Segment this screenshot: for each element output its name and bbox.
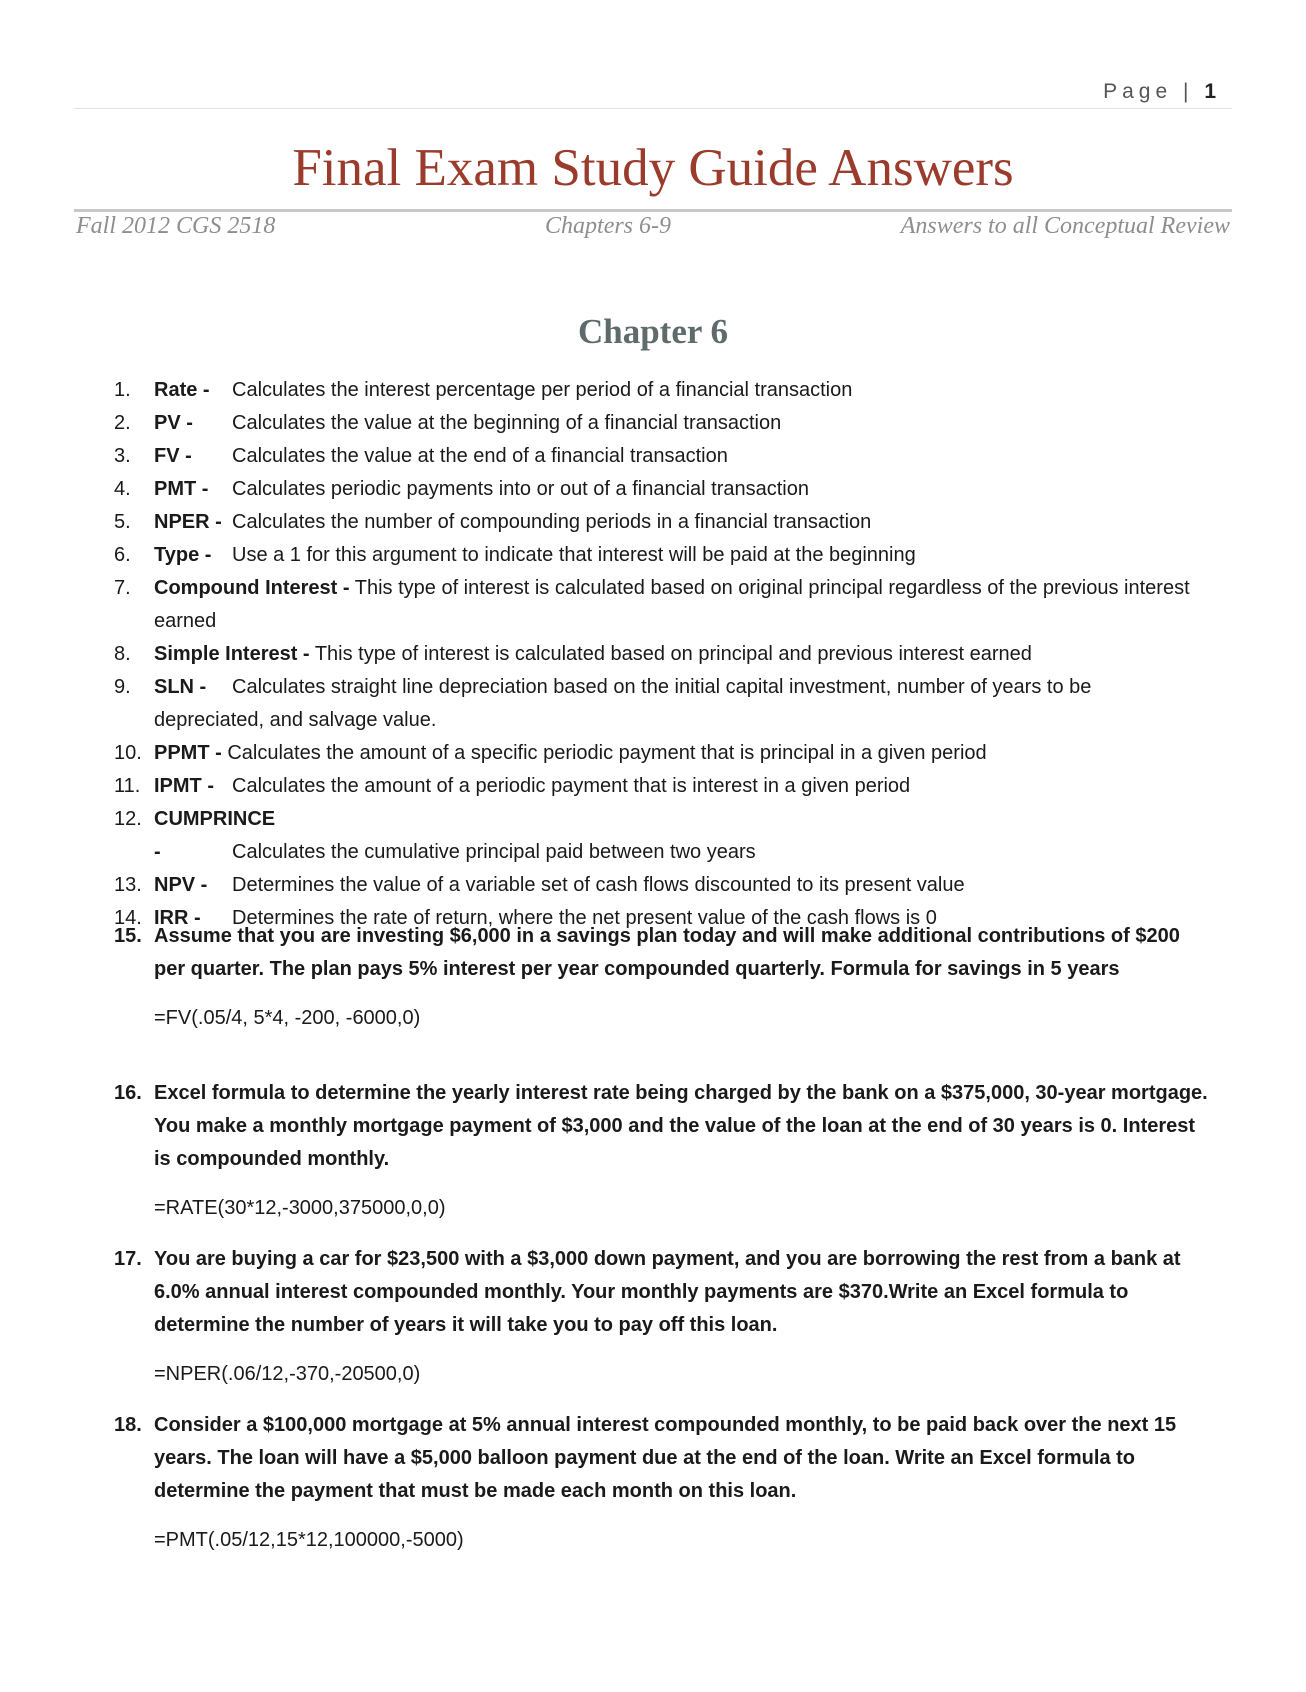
definition-item	[114, 506, 1204, 539]
definition-desc: Calculates the value at the beginning of a financial transaction	[232, 412, 782, 434]
definition-item	[114, 770, 1204, 803]
definition-item	[114, 473, 1204, 506]
page-label: Page |	[1103, 80, 1194, 103]
question-body	[154, 920, 1214, 1035]
definition-desc: Calculates the number of compounding periods in a financial transaction	[232, 511, 872, 533]
definition-number: 13.	[114, 874, 142, 896]
definition-number: 12.	[114, 808, 142, 830]
definition-body	[154, 803, 1204, 869]
definition-desc: Calculates the value at the end of a financial transaction	[232, 445, 728, 467]
definition-desc: This type of interest is calculated based on principal and previous interest earned	[314, 643, 1032, 665]
question-answer-formula: =FV(.05/4, 5*4, -200, -6000,0)	[154, 1007, 421, 1029]
question-body	[154, 1243, 1214, 1391]
definition-number: 14.	[114, 907, 142, 929]
question-answer-formula: =RATE(30*12,-3000,375000,0,0)	[154, 1197, 446, 1219]
definition-number: 5.	[114, 511, 131, 533]
definition-item	[114, 869, 1204, 902]
definition-item	[114, 374, 1204, 407]
definition-body	[154, 572, 1204, 638]
definition-term: Simple Interest -	[154, 643, 310, 665]
definition-number: 4.	[114, 478, 131, 500]
question-text: Consider a $100,000 mortgage at 5% annual interest compounded monthly, to be paid back over the next 15 years. The loan will have a $5,000 balloon payment due at the end of the loan. Write an Excel formula to determine the payment that must be made each month on this loan.	[154, 1414, 1177, 1502]
question-number: 16.	[114, 1082, 142, 1104]
definition-number: 3.	[114, 445, 131, 467]
question-answer-formula: =NPER(.06/12,-370,-20500,0)	[154, 1363, 421, 1385]
definition-number: 6.	[114, 544, 131, 566]
definition-item	[114, 638, 1204, 671]
definition-term: NPER -	[154, 511, 222, 533]
subtitle-course: Fall 2012 CGS 2518	[76, 213, 276, 239]
question-item	[114, 1409, 1214, 1557]
definition-item	[114, 737, 1204, 770]
definition-desc: Calculates the amount of a periodic payment that is interest in a given period	[232, 775, 911, 797]
question-answer-formula: =PMT(.05/12,15*12,100000,-5000)	[154, 1529, 464, 1551]
definition-term: Compound Interest -	[154, 577, 350, 599]
definition-term: NPV -	[154, 874, 208, 896]
definition-body	[154, 638, 1204, 671]
questions-list	[114, 920, 1214, 1557]
definition-desc: Determines the rate of return, where the net present value of the cash flows is 0	[232, 907, 937, 929]
question-item	[114, 920, 1214, 1035]
definition-desc: Calculates the cumulative principal paid between two years	[232, 841, 756, 863]
definition-body	[154, 473, 1204, 506]
title-rule	[74, 209, 1232, 212]
definition-desc: Calculates straight line depreciation based on the initial capital investment, number of years to be depreciated, and salvage value.	[154, 676, 1092, 731]
definition-body	[154, 407, 1204, 440]
definition-term: FV -	[154, 445, 192, 467]
question-text: You are buying a car for $23,500 with a $3,000 down payment, and you are borrowing the rest from a bank at 6.0% annual interest compounded monthly. Your monthly payments are $370.Write an Excel formula to determine the number of years it will take you to pay off this loan.	[154, 1248, 1181, 1336]
definition-item	[114, 539, 1204, 572]
definition-term: PMT -	[154, 478, 209, 500]
definition-item	[114, 671, 1204, 737]
question-number: 18.	[114, 1414, 142, 1436]
definition-item	[114, 803, 1204, 869]
definition-body	[154, 506, 1204, 539]
definition-body	[154, 770, 1204, 803]
definition-number: 8.	[114, 643, 131, 665]
question-body	[154, 1077, 1214, 1225]
document-title: Final Exam Study Guide Answers	[292, 139, 1014, 197]
definition-desc: Determines the value of a variable set of cash flows discounted to its present value	[232, 874, 965, 896]
definition-desc: This type of interest is calculated based on original principal regardless of the previous interest earned	[154, 577, 1190, 632]
definition-desc: Calculates periodic payments into or out of a financial transaction	[232, 478, 809, 500]
question-item	[114, 1077, 1214, 1225]
chapter-heading: Chapter 6	[577, 312, 729, 351]
definition-desc: Calculates the interest percentage per period of a financial transaction	[232, 379, 853, 401]
definition-desc: Use a 1 for this argument to indicate that interest will be paid at the beginning	[232, 544, 916, 566]
definition-number: 11.	[114, 775, 141, 797]
definition-number: 9.	[114, 676, 131, 698]
subtitle-scope: Answers to all Conceptual Review	[900, 213, 1230, 239]
page-number-value: 1	[1204, 80, 1216, 103]
subtitle-bar	[76, 213, 1230, 240]
definition-body	[154, 737, 1204, 770]
definition-term: IRR -	[154, 907, 201, 929]
definition-body	[154, 440, 1204, 473]
definition-number: 10.	[114, 742, 142, 764]
definition-term: CUMPRINCE -	[154, 808, 276, 863]
question-text: Excel formula to determine the yearly interest rate being charged by the bank on a $375,000, 30-year mortgage. You make a monthly mortgage payment of $3,000 and the value of the loan at the end of 30 years is 0. Interest is compounded monthly.	[154, 1082, 1208, 1170]
definition-desc: Calculates the amount of a specific periodic payment that is principal in a given period	[227, 742, 987, 764]
question-text: Assume that you are investing $6,000 in a savings plan today and will make additional contributions of $200 per quarter. The plan pays 5% interest per year compounded quarterly. Formula for savings in 5 years	[154, 925, 1180, 980]
definition-term: PV -	[154, 412, 193, 434]
definition-number: 2.	[114, 412, 131, 434]
question-body	[154, 1409, 1214, 1557]
definition-body	[154, 374, 1204, 407]
definition-item	[114, 440, 1204, 473]
definition-number: 1.	[114, 379, 131, 401]
definitions-list	[114, 374, 1204, 935]
question-item	[114, 1243, 1214, 1391]
definition-body	[154, 869, 1204, 902]
definition-term: SLN -	[154, 676, 207, 698]
header-rule	[74, 108, 1232, 109]
page-number	[1103, 80, 1216, 104]
definition-term: Rate -	[154, 379, 210, 401]
subtitle-chapters: Chapters 6-9	[545, 213, 672, 239]
definition-term: Type -	[154, 544, 212, 566]
definition-body	[154, 539, 1204, 572]
definition-term: IPMT -	[154, 775, 214, 797]
question-number: 15.	[114, 925, 142, 947]
definition-item	[114, 407, 1204, 440]
question-number: 17.	[114, 1248, 142, 1270]
definition-body	[154, 671, 1204, 737]
definition-item	[114, 572, 1204, 638]
definition-term: PPMT -	[154, 742, 222, 764]
definition-number: 7.	[114, 577, 131, 599]
